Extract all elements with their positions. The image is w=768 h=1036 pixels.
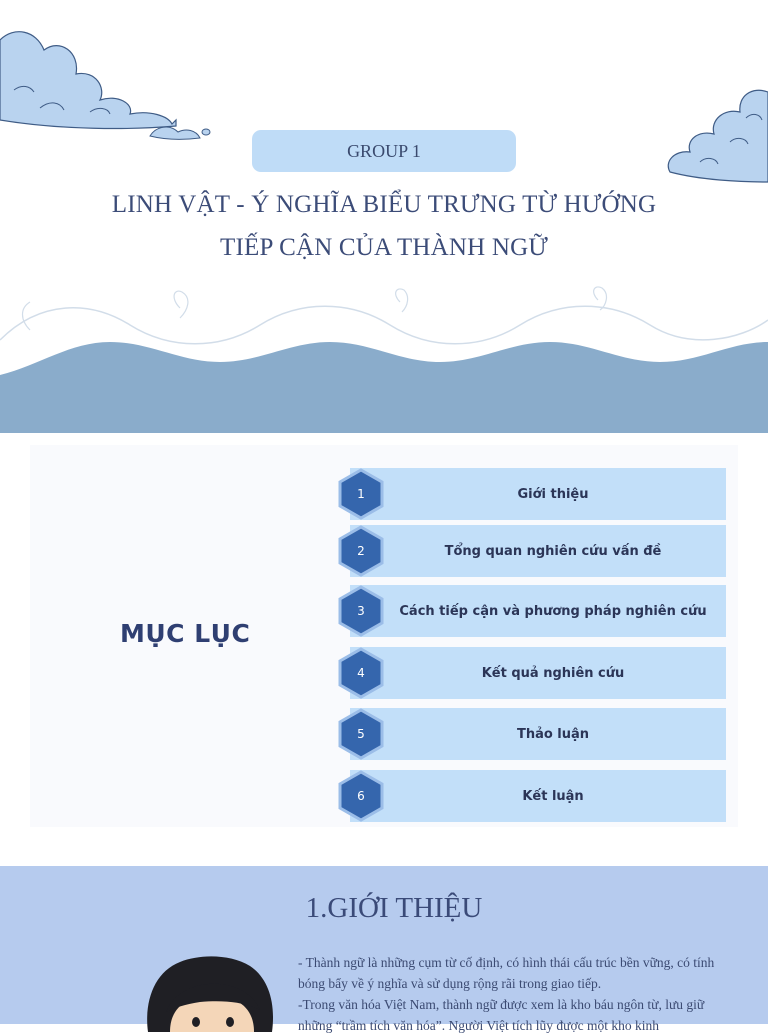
toc-item-label: Kết quả nghiên cứu	[350, 647, 726, 699]
section-heading: 1.GIỚI THIỆU	[305, 892, 483, 924]
toc-slide	[0, 433, 768, 866]
presentation-title	[60, 183, 708, 269]
toc-item-number: 6	[357, 789, 365, 803]
toc-item-label: Kết luận	[350, 770, 726, 822]
title-line-2: TIẾP CẬN CỦA THÀNH NGỮ	[220, 234, 548, 261]
toc-item-number: 2	[357, 544, 365, 558]
cloud-top-left	[0, 20, 215, 145]
toc-item-2[interactable]	[336, 525, 726, 577]
toc-item-4[interactable]	[336, 647, 726, 699]
toc-item-label: Thảo luận	[350, 708, 726, 760]
toc-item-label: Tổng quan nghiên cứu vấn đề	[350, 525, 726, 577]
intro-text	[298, 952, 726, 1036]
toc-item-number: 5	[357, 727, 365, 741]
intro-paragraph-1: - Thành ngữ là những cụm từ cố định, có hình thái cấu trúc bền vững, có tính bóng bẩy về ý nghĩa và sử dụng rộng rãi trong giao tiếp.	[298, 955, 715, 991]
toc-item-1[interactable]	[336, 468, 726, 520]
cloud-top-right	[660, 84, 768, 188]
toc-item-number: 1	[357, 487, 365, 501]
intro-paragraph-2: -Trong văn hóa Việt Nam, thành ngữ được xem là kho báu ngôn từ, lưu giữ những “trầm tích văn hóa”. Người Việt tích lũy được một kho kinh	[298, 997, 705, 1033]
toc-item-6[interactable]	[336, 770, 726, 822]
toc-item-3[interactable]	[336, 585, 726, 637]
person-illustration	[140, 952, 290, 1032]
group-label: GROUP 1	[252, 130, 516, 172]
title-line-1: LINH VẬT - Ý NGHĨA BIỂU TRƯNG TỪ HƯỚNG	[111, 191, 657, 218]
title-slide	[0, 0, 768, 433]
toc-item-label: Cách tiếp cận và phương pháp nghiên cứu	[350, 585, 726, 637]
toc-item-label: Giới thiệu	[350, 468, 726, 520]
toc-title: MỤC LỤC	[120, 619, 251, 648]
toc-item-5[interactable]	[336, 708, 726, 760]
toc-item-number: 4	[357, 666, 365, 680]
intro-slide	[0, 866, 768, 1033]
toc-item-number: 3	[357, 604, 365, 618]
wave-decoration	[0, 280, 768, 433]
